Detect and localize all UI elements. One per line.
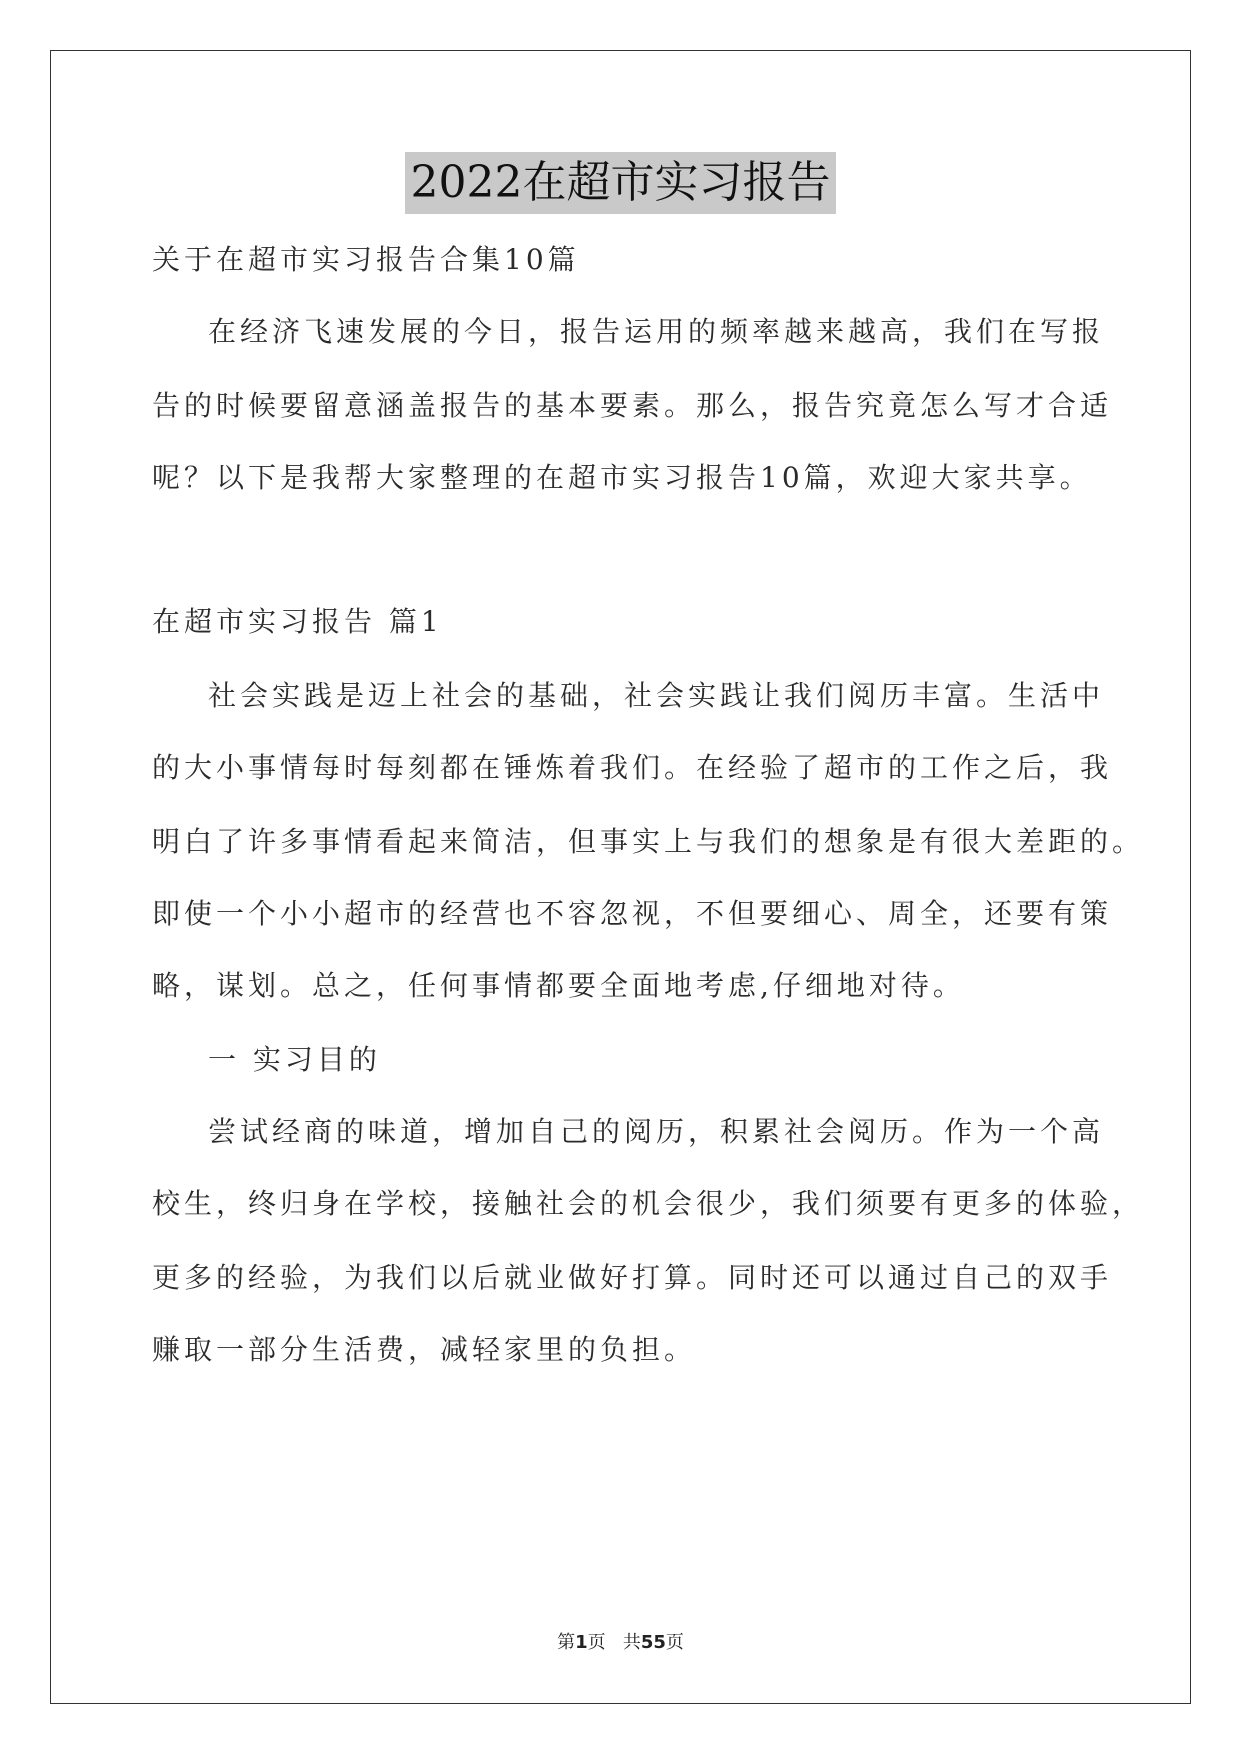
section-line: 明白了许多事情看起来简洁，但事实上与我们的想象是有很大差距的。: [152, 825, 1145, 858]
footer-prefix: 第: [557, 1632, 576, 1653]
footer-total-pages: 55: [640, 1632, 666, 1653]
footer-current-page: 1: [575, 1632, 588, 1653]
section-line: 略，谋划。总之，任何事情都要全面地考虑,仔细地对待。: [152, 969, 965, 1002]
footer-total-prefix: 共: [622, 1632, 641, 1653]
purpose-line: 校生，终归身在学校，接触社会的机会很少，我们须要有更多的体验，: [152, 1187, 1145, 1220]
purpose-line: 赚取一部分生活费，减轻家里的负担。: [152, 1333, 697, 1366]
footer-page-suffix: 页: [587, 1632, 606, 1653]
purpose-line: 更多的经验，为我们以后就业做好打算。同时还可以通过自己的双手: [152, 1261, 1113, 1294]
page-footer: [0, 1628, 1241, 1654]
section-line: 即使一个小小超市的经营也不容忽视，不但要细心、周全，还要有策: [152, 897, 1113, 930]
section-heading: 在超市实习报告 篇1: [152, 605, 443, 638]
sub-heading: 一 实习目的: [208, 1043, 381, 1076]
intro-line: 呢？以下是我帮大家整理的在超市实习报告10篇，欢迎大家共享。: [152, 461, 1092, 494]
intro-line: 在经济飞速发展的今日，报告运用的频率越来越高，我们在写报: [208, 315, 1105, 348]
section-line: 的大小事情每时每刻都在锤炼着我们。在经验了超市的工作之后，我: [152, 751, 1113, 784]
footer-total-suffix: 页: [665, 1632, 684, 1653]
document-subtitle: 关于在超市实习报告合集10篇: [152, 243, 580, 276]
document-title: 2022在超市实习报告: [405, 152, 837, 214]
section-line: 社会实践是迈上社会的基础，社会实践让我们阅历丰富。生活中: [208, 679, 1105, 712]
intro-line: 告的时候要留意涵盖报告的基本要素。那么，报告究竟怎么写才合适: [152, 389, 1113, 422]
document-title-wrap: [0, 152, 1241, 214]
page-border: [50, 50, 1191, 1704]
purpose-line: 尝试经商的味道，增加自己的阅历，积累社会阅历。作为一个高: [208, 1115, 1105, 1148]
